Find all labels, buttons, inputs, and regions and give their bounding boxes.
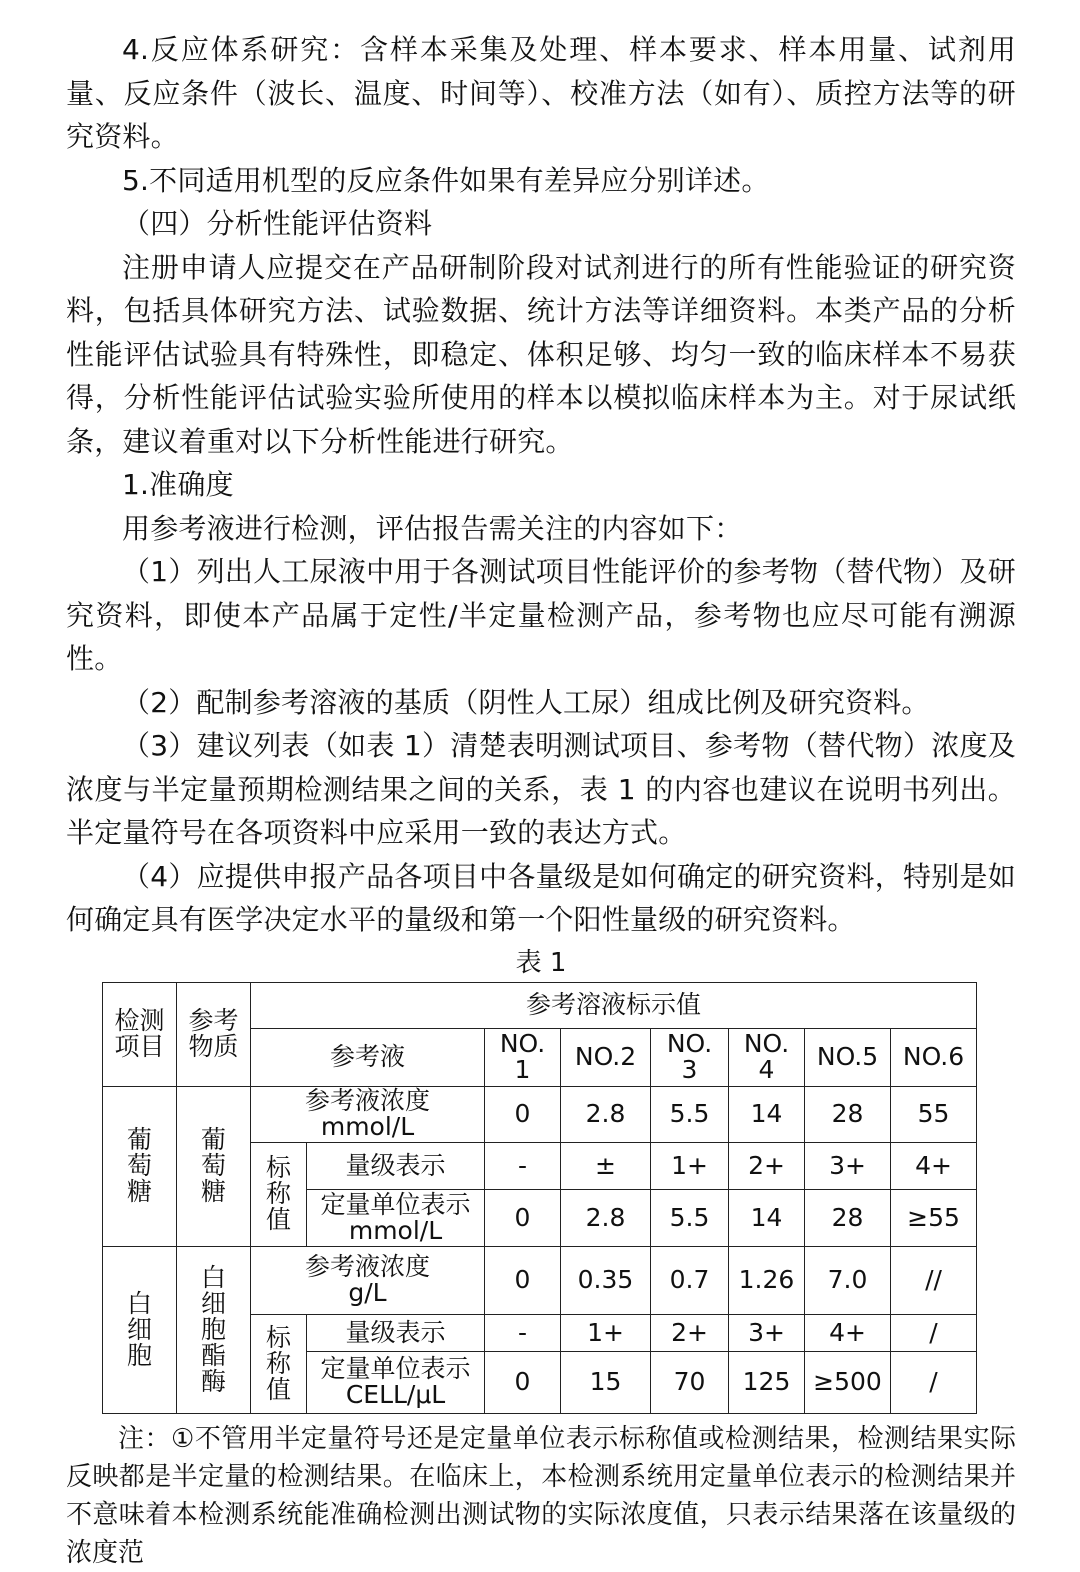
cell-value: 15	[561, 1351, 651, 1413]
cell-value: 2+	[729, 1142, 805, 1189]
cell-value: 7.0	[805, 1246, 891, 1314]
table-row	[103, 1246, 977, 1314]
cell-value: ≥500	[805, 1351, 891, 1413]
cell-value: -	[485, 1314, 561, 1351]
cell-value: //	[891, 1246, 977, 1314]
cell-substance	[177, 1086, 251, 1246]
header-level	[651, 1028, 729, 1086]
cell-row-label-text: 参考液浓度 mmol/L	[304, 1086, 430, 1141]
cell-value: ±	[561, 1142, 651, 1189]
cell-value: 0.35	[561, 1246, 651, 1314]
cell-value: 4+	[805, 1314, 891, 1351]
cell-value: 3+	[729, 1314, 805, 1351]
cell-value: 28	[805, 1086, 891, 1142]
table-row	[103, 1086, 977, 1142]
paragraph-performance-intro: 注册申请人应提交在产品研制阶段对试剂进行的所有性能验证的研究资料，包括具体研究方法、试验数据、统计方法等详细资料。本类产品的分析性能评估试验具有特殊性，即稳定、体积足够、均匀一致的临床样本不易获得，分析性能评估试验实验所使用的样本以模拟临床样本为主。对于尿试纸条，建议着重对以下分析性能进行研究。	[66, 250, 1016, 458]
header-level	[805, 1028, 891, 1086]
cell-value: 14	[729, 1086, 805, 1142]
header-level	[891, 1028, 977, 1086]
header-substance-text: 参考 物质	[188, 1006, 239, 1061]
cell-value: 5.5	[651, 1189, 729, 1246]
header-level-text: NO.2	[574, 1042, 637, 1071]
cell-value: 14	[729, 1189, 805, 1246]
section-heading-analytical-performance: （四）分析性能评估资料	[122, 207, 433, 240]
table-note: 注：①不管用半定量符号还是定量单位表示标称值或检测结果，检测结果实际反映都是半定量的检测结果。在临床上，本检测系统用定量单位表示的检测结果并不意味着本检测系统能准确检测出测试物的实际浓度值，只表示结果落在该量级的浓度范	[66, 1423, 1016, 1568]
list-item-2: （2）配制参考溶液的基质（阴性人工尿）组成比例及研究资料。	[122, 685, 930, 719]
cell-value: 28	[805, 1189, 891, 1246]
cell-nominal-label	[251, 1314, 307, 1413]
cell-row-label	[307, 1351, 485, 1413]
cell-substance	[177, 1246, 251, 1413]
cell-nominal-label-text: 标 称 值	[265, 1153, 291, 1234]
cell-row-label	[307, 1189, 485, 1246]
cell-substance-text: 葡 萄 糖	[200, 1125, 226, 1206]
cell-value: 70	[651, 1351, 729, 1413]
cell-value: 1+	[561, 1314, 651, 1351]
cell-value: 125	[729, 1351, 805, 1413]
cell-row-label-text: 定量单位表示 CELL/μL	[320, 1354, 471, 1409]
cell-value: 2.8	[561, 1189, 651, 1246]
header-level-text: NO. 1	[499, 1029, 546, 1084]
header-item	[103, 982, 177, 1086]
cell-nominal-label	[251, 1142, 307, 1246]
table-caption: 表 1	[515, 947, 567, 978]
cell-item	[103, 1086, 177, 1246]
cell-nominal-label-text: 标 称 值	[265, 1322, 291, 1404]
list-item-1: （1）列出人工尿液中用于各测试项目性能评价的参考物（替代物）及研究资料，即使本产品属于定性/半定量检测产品，参考物也应尽可能有溯源性。	[66, 555, 1016, 675]
header-substance	[177, 982, 251, 1086]
cell-value: 0	[485, 1351, 561, 1413]
cell-value: 3+	[805, 1142, 891, 1189]
header-level	[729, 1028, 805, 1086]
list-item-3: （3）建议列表（如表 1）清楚表明测试项目、参考物（替代物）浓度及浓度与半定量预期检测结果之间的关系，表 1 的内容也建议在说明书列出。半定量符号在各项资料中应采用一致的表达方式。	[66, 729, 1016, 849]
header-level-text: NO.5	[816, 1042, 879, 1071]
cell-value: 1.26	[729, 1246, 805, 1314]
cell-value: -	[485, 1142, 561, 1189]
header-level-text: NO. 4	[743, 1029, 790, 1084]
cell-row-label	[251, 1086, 485, 1142]
reference-solution-table	[102, 982, 977, 1414]
cell-row-label: 量级表示	[307, 1142, 485, 1189]
cell-item	[103, 1246, 177, 1413]
cell-value: 0	[485, 1189, 561, 1246]
cell-value: 55	[891, 1086, 977, 1142]
cell-value: 2+	[651, 1314, 729, 1351]
list-item-4: （4）应提供申报产品各项目中各量级是如何确定的研究资料，特别是如何确定具有医学决定水平的量级和第一个阳性量级的研究资料。	[66, 859, 1016, 936]
cell-row-label-text: 参考液浓度 g/L	[304, 1252, 430, 1307]
header-level-text: NO. 3	[666, 1029, 713, 1084]
cell-item-text: 葡 萄 糖	[126, 1125, 152, 1206]
cell-item-text: 白 细 胞	[126, 1288, 152, 1370]
cell-value: 0	[485, 1086, 561, 1142]
cell-value: 0	[485, 1246, 561, 1314]
cell-substance-text: 白 细 胞 酯 酶	[200, 1262, 226, 1396]
cell-row-label: 量级表示	[307, 1314, 485, 1351]
cell-value: 5.5	[651, 1086, 729, 1142]
paragraph-reaction-system: 4.反应体系研究：含样本采集及处理、样本要求、样本用量、试剂用量、反应条件（波长、温度、时间等）、校准方法（如有）、质控方法等的研究资料。	[66, 33, 1016, 153]
subheading-accuracy: 1.准确度	[122, 468, 234, 501]
header-level-text: NO.6	[902, 1042, 965, 1071]
cell-value: 0.7	[651, 1246, 729, 1314]
paragraph-instrument-models: 5.不同适用机型的反应条件如果有差异应分别详述。	[122, 163, 770, 197]
cell-row-label	[251, 1246, 485, 1314]
header-item-text: 检测 项目	[114, 1006, 165, 1061]
paragraph-reference-liquid: 用参考液进行检测，评估报告需关注的内容如下：	[122, 511, 743, 545]
cell-row-label-text: 定量单位表示 mmol/L	[320, 1189, 471, 1245]
cell-value: ≥55	[891, 1189, 977, 1246]
table-header-row	[103, 982, 977, 1028]
header-level	[485, 1028, 561, 1086]
cell-value: 1+	[651, 1142, 729, 1189]
header-group: 参考溶液标示值	[251, 982, 977, 1028]
cell-value: /	[891, 1351, 977, 1413]
cell-value: /	[891, 1314, 977, 1351]
cell-value: 4+	[891, 1142, 977, 1189]
header-reference-liquid: 参考液	[251, 1028, 485, 1086]
cell-value: 2.8	[561, 1086, 651, 1142]
header-level	[561, 1028, 651, 1086]
document-page	[66, 28, 1016, 1572]
